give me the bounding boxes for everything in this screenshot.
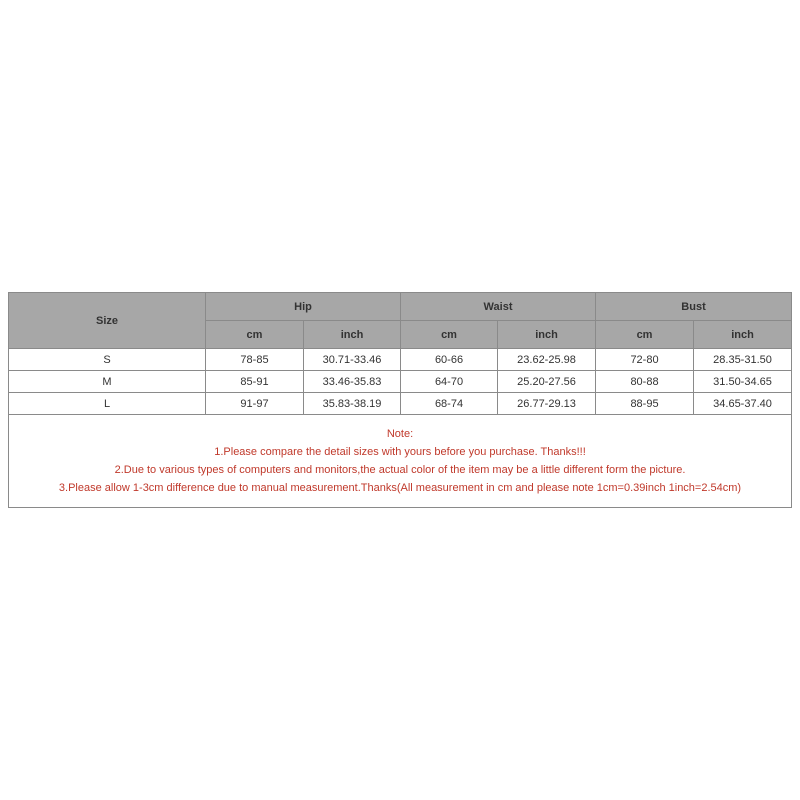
unit-header: inch xyxy=(694,321,792,349)
note-line-1: 1.Please compare the detail sizes with yours before you purchase. Thanks!!! xyxy=(214,446,586,458)
notes-cell xyxy=(9,415,792,508)
table-cell: 80-88 xyxy=(596,371,694,393)
header-row-groups xyxy=(9,293,792,321)
size-header: Size xyxy=(9,293,206,349)
unit-header: inch xyxy=(304,321,401,349)
unit-header: cm xyxy=(206,321,304,349)
note-line-3: 3.Please allow 1-3cm difference due to manual measurement.Thanks(All measurement in cm and please note 1cm=0.39inch 1inch=2.54cm) xyxy=(58,482,742,494)
unit-header: cm xyxy=(401,321,498,349)
table-row xyxy=(9,371,792,393)
size-cell: M xyxy=(9,371,206,393)
table-cell: 85-91 xyxy=(206,371,304,393)
hip-header: Hip xyxy=(206,293,401,321)
table-row xyxy=(9,349,792,371)
table-cell: 25.20-27.56 xyxy=(498,371,596,393)
waist-header: Waist xyxy=(401,293,596,321)
unit-header: cm xyxy=(596,321,694,349)
table-cell: 35.83-38.19 xyxy=(304,393,401,415)
table-cell: 28.35-31.50 xyxy=(694,349,792,371)
notes-row xyxy=(9,415,792,508)
unit-header: inch xyxy=(498,321,596,349)
size-cell: L xyxy=(9,393,206,415)
table-cell: 64-70 xyxy=(401,371,498,393)
table-cell: 68-74 xyxy=(401,393,498,415)
table-row xyxy=(9,393,792,415)
table-cell: 91-97 xyxy=(206,393,304,415)
table-cell: 78-85 xyxy=(206,349,304,371)
table-cell: 31.50-34.65 xyxy=(694,371,792,393)
table-cell: 60-66 xyxy=(401,349,498,371)
size-chart-table xyxy=(8,292,792,508)
table-cell: 23.62-25.98 xyxy=(498,349,596,371)
table-cell: 88-95 xyxy=(596,393,694,415)
table-cell: 30.71-33.46 xyxy=(304,349,401,371)
notes-title: Note: xyxy=(386,428,414,440)
table-cell: 72-80 xyxy=(596,349,694,371)
table-cell: 26.77-29.13 xyxy=(498,393,596,415)
bust-header: Bust xyxy=(596,293,792,321)
size-cell: S xyxy=(9,349,206,371)
note-line-2: 2.Due to various types of computers and monitors,the actual color of the item may be a little different form the picture. xyxy=(114,464,686,476)
table-cell: 34.65-37.40 xyxy=(694,393,792,415)
table-cell: 33.46-35.83 xyxy=(304,371,401,393)
